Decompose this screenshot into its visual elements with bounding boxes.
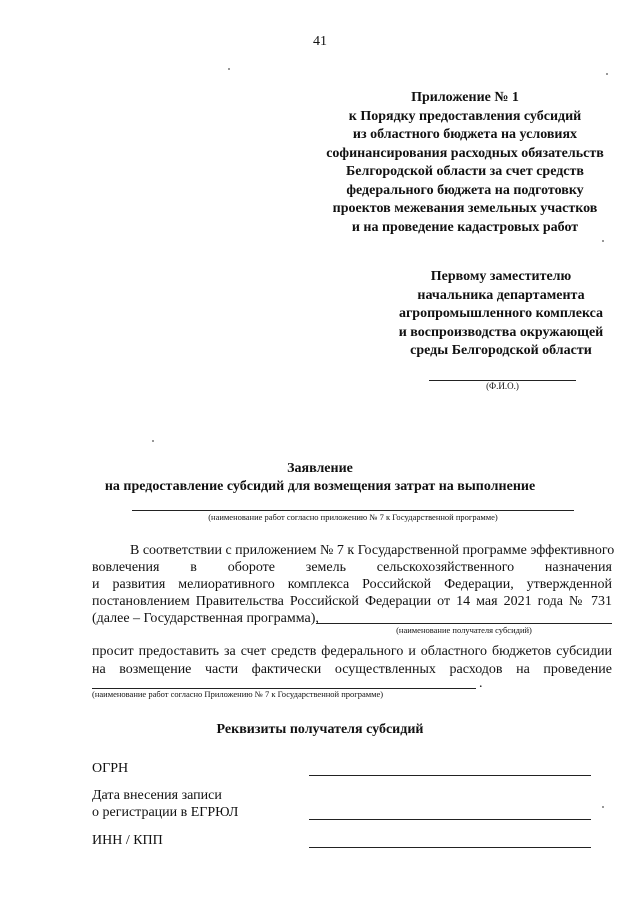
annex-header bbox=[290, 89, 640, 237]
addressee-line: начальника департамента bbox=[417, 287, 585, 303]
fio-caption: (Ф.И.О.) bbox=[486, 381, 519, 391]
addressee-line: агропромышленного комплекса bbox=[398, 306, 604, 321]
addressee-block bbox=[370, 268, 632, 361]
paragraph-line: (далее – Государственная программа), bbox=[92, 611, 319, 626]
paragraph-request bbox=[92, 643, 612, 679]
field-label-registration-date bbox=[92, 787, 238, 821]
application-title: Заявление bbox=[287, 461, 353, 476]
annex-line: софинансирования расходных обязательств bbox=[326, 145, 604, 161]
works-caption: (наименование работ согласно приложению № 7 к Государственной программе) bbox=[208, 512, 498, 522]
scan-speck bbox=[602, 806, 604, 808]
addressee-line: Первому заместителю bbox=[430, 269, 572, 284]
annex-line: и на проведение кадастровых работ bbox=[351, 219, 579, 235]
works-caption-2: (наименование работ согласно Приложению № 7 к Государственной программе) bbox=[92, 689, 384, 699]
works-blank-line[interactable] bbox=[132, 510, 574, 511]
field-label-inn-kpp bbox=[92, 832, 163, 849]
paragraph-line: на возмещение части фактически осуществленных расходов на проведение bbox=[92, 662, 612, 677]
application-subtitle: на предоставление субсидий для возмещения затрат на выполнение bbox=[104, 479, 536, 494]
paragraph-line: и развития мелиоративного комплекса Российской Федерации, утвержденной bbox=[92, 577, 612, 592]
field-label-text: Дата внесения записи bbox=[92, 788, 222, 803]
recipient-blank-line[interactable] bbox=[316, 623, 612, 624]
field-line-registration-date[interactable] bbox=[309, 819, 591, 820]
scan-speck bbox=[152, 440, 154, 442]
addressee-line: среды Белгородской области bbox=[410, 343, 592, 358]
annex-line: федерального бюджета на подготовку bbox=[346, 182, 584, 198]
annex-line: проектов межевания земельных участков bbox=[332, 201, 598, 216]
paragraph-line: постановлением Правительства Российской Федерации от 14 мая 2021 года № 731 bbox=[92, 594, 612, 609]
page-number: 41 bbox=[313, 34, 327, 49]
paragraph-line: вовлечения в обороте земель сельскохозяйственного назначения bbox=[92, 560, 612, 575]
annex-line: к Порядку предоставления субсидий bbox=[348, 108, 582, 124]
sentence-period: . bbox=[479, 676, 483, 691]
field-line-inn-kpp[interactable] bbox=[309, 847, 591, 848]
annex-title: Приложение № 1 bbox=[411, 90, 519, 105]
application-heading bbox=[0, 460, 640, 496]
addressee-line: и воспроизводства окружающей bbox=[398, 324, 604, 340]
field-label-text: о регистрации в ЕГРЮЛ bbox=[92, 805, 239, 820]
scan-speck bbox=[602, 240, 604, 242]
scan-speck bbox=[228, 68, 230, 70]
scan-speck bbox=[606, 73, 608, 75]
paragraph-line: В соответствии с приложением № 7 к Государственной программе эффективного bbox=[130, 543, 615, 558]
annex-line: Белгородской области за счет средств bbox=[346, 164, 584, 179]
field-label-text: ИНН / КПП bbox=[92, 833, 163, 848]
requisites-title: Реквизиты получателя субсидий bbox=[216, 722, 424, 737]
annex-line: из областного бюджета на условиях bbox=[352, 127, 578, 142]
field-line-ogrn[interactable] bbox=[309, 775, 591, 776]
paragraph-line: просит предоставить за счет средств федерального и областного бюджетов субсидии bbox=[92, 644, 612, 659]
field-label-ogrn bbox=[92, 760, 128, 777]
recipient-caption: (наименование получателя субсидий) bbox=[396, 625, 532, 635]
field-label-text: ОГРН bbox=[92, 761, 129, 776]
paragraph-program bbox=[92, 542, 615, 627]
